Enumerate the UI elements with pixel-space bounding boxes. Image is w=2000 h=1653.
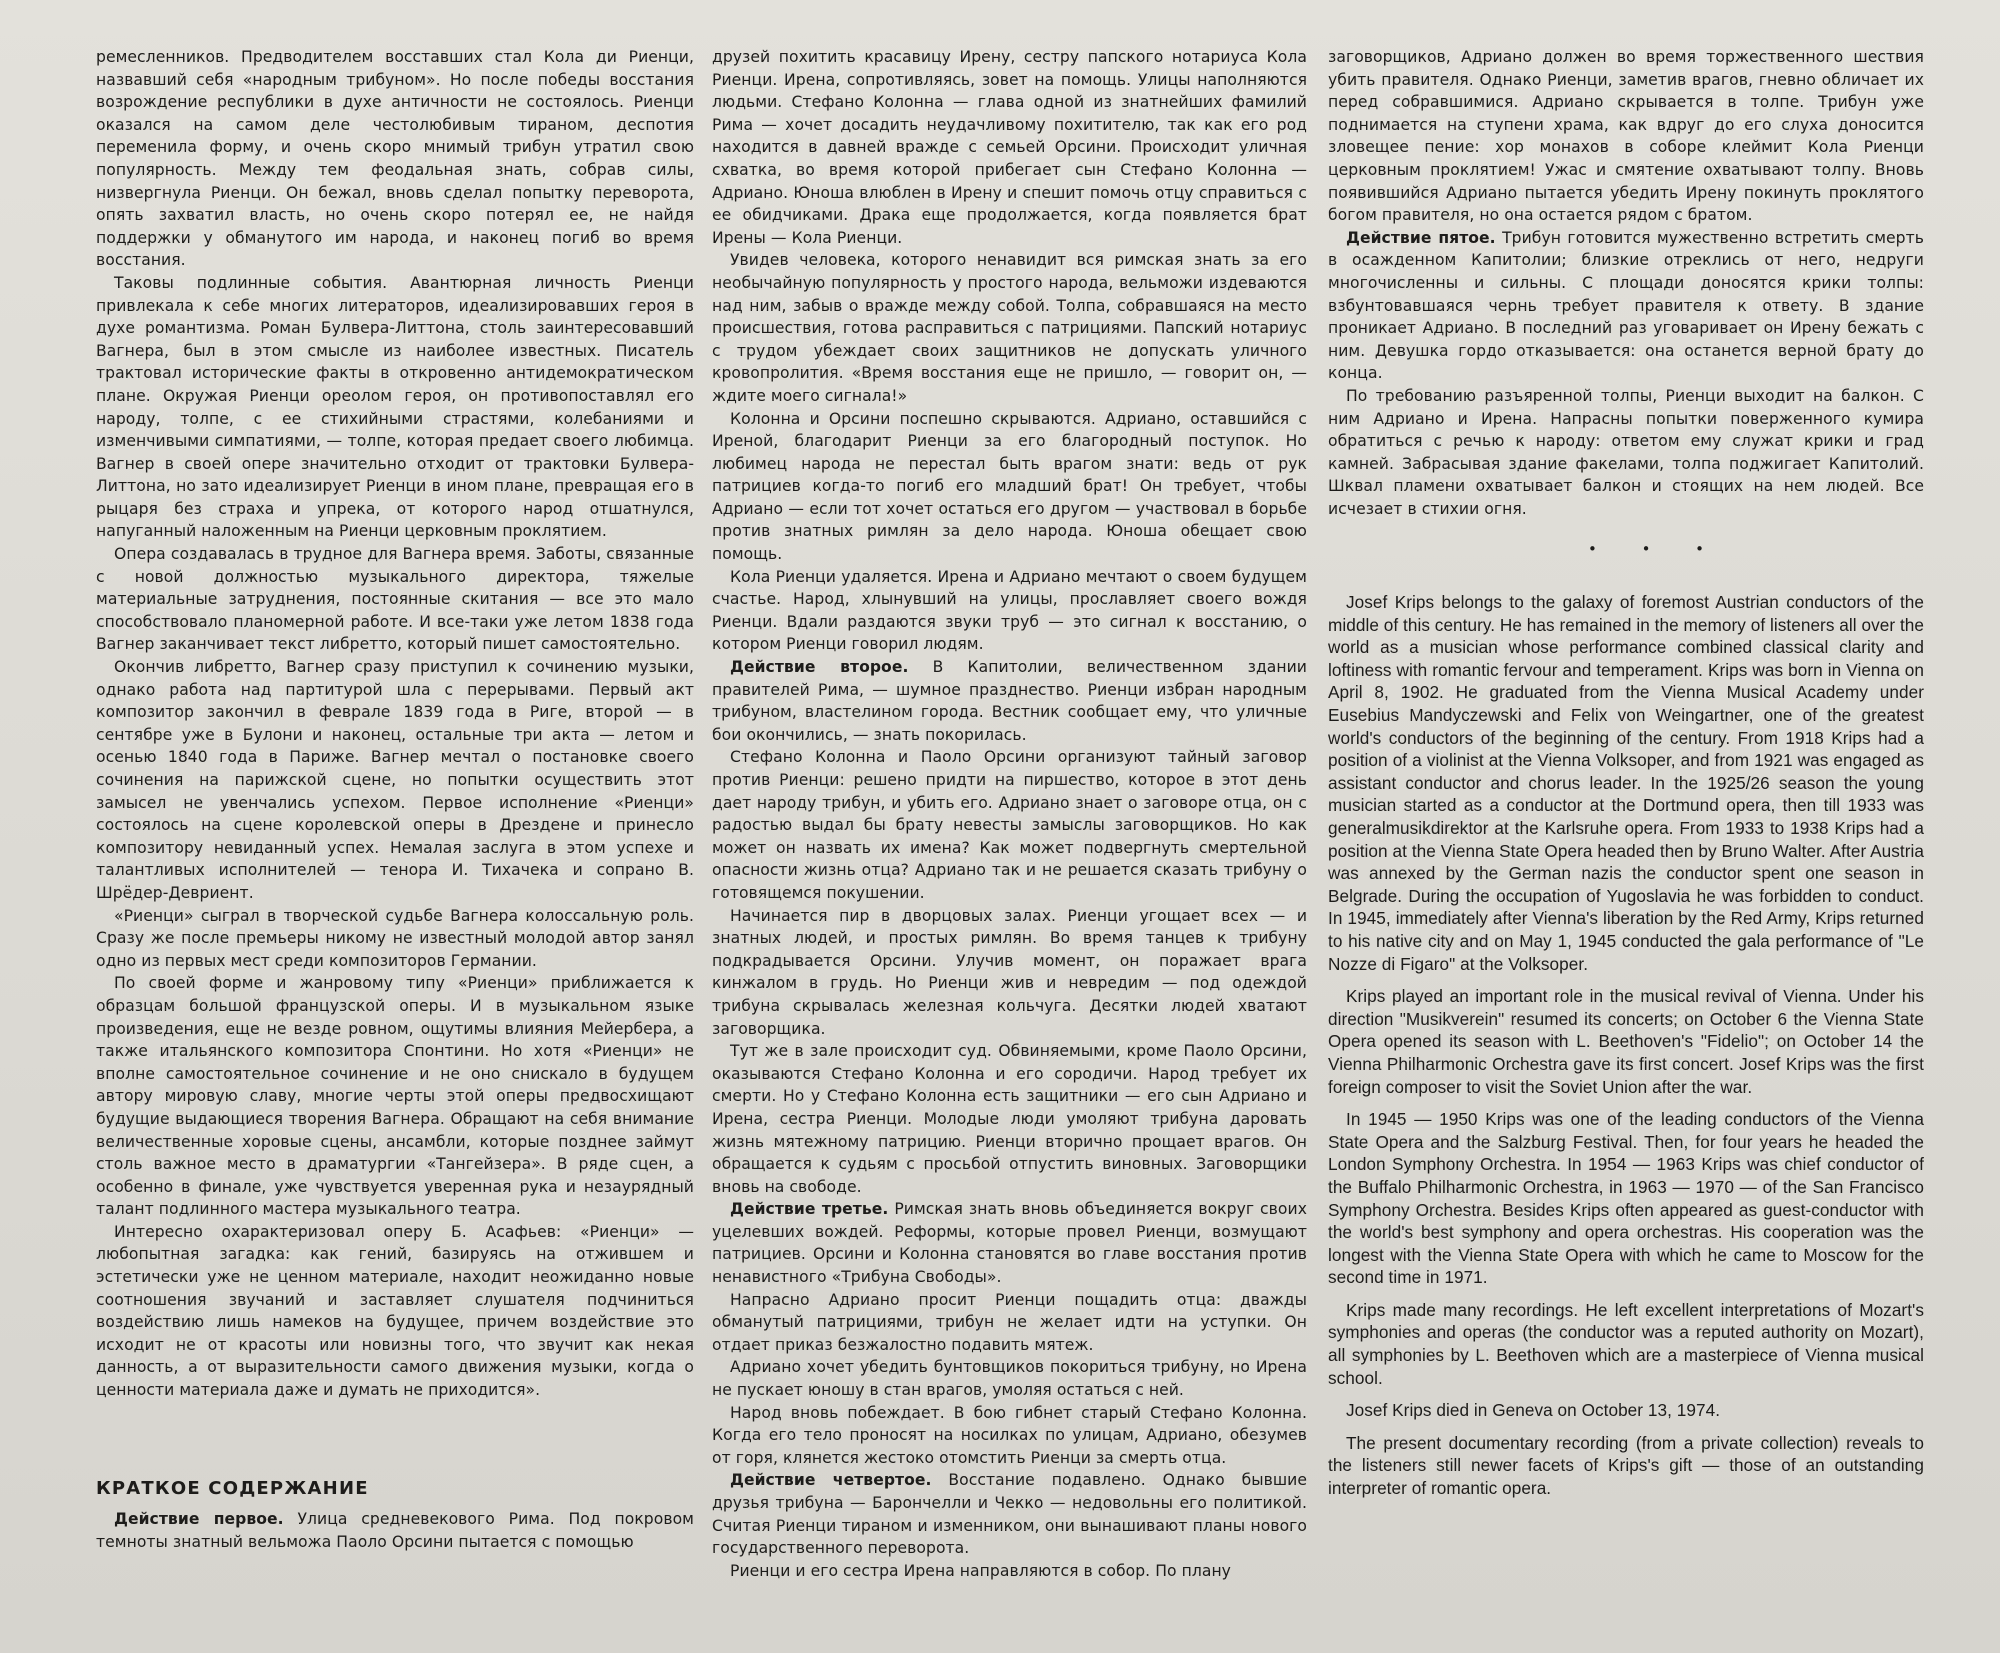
act-text: В Капитолии, величественном здании правителей Рима, — шумное празднество. Риенци избран народным трибуном, властелином города. Вестник сообщает ему, что уличные бои окончились, — знать покорилась.	[712, 658, 1307, 744]
paragraph: Увидев человека, которого ненавидит вся римская знать за его необычайную популярность у простого народа, вельможи издеваются над ним, забыв о вражде между собой. Толпа, собравшаяся на место происшествия, готова расправиться с патрициями. Папский нотариус с трудом убеждает своих защитников не допускать уличного кровопролития. «Время восстания еще не пришло, — говорит он, — ждите моего сигнала!»	[712, 251, 1307, 405]
act-two-paragraph	[712, 656, 1307, 746]
paragraph: Адриано хочет убедить бунтовщиков покориться трибуну, но Ирена не пускает юношу в стан врагов, умоляя остаться с ней.	[712, 1358, 1307, 1400]
paragraph: Стефано Колонна и Паоло Орсини организуют тайный заговор против Риенци: решено придти на пиршество, которое в этот день дает народу трибун, и убить его. Адриано знает о заговоре отца, он с радостью выдал бы брату невесты замыслы заговорщиков. Но как может он назвать их имена? Как может подвергнуть смертельной опасности жизнь отца? Адриано так и не решается сказать трибуну о готовящемся покушении.	[712, 748, 1307, 902]
english-notes	[1328, 591, 1924, 1500]
paragraph: Риенци и его сестра Ирена направляются в собор. По плану	[730, 1561, 1231, 1580]
summary-heading: КРАТКОЕ СОДЕРЖАНИЕ	[96, 1477, 369, 1499]
paragraph: Кола Риенци удаляется. Ирена и Адриано мечтают о своем будущем счастье. Народ, хлынувший на улицы, прославляет своего вождя Риенци. Вдали раздаются звуки труб — это сигнал к восстанию, о котором Риенци говорил людям.	[712, 567, 1307, 654]
act-text: Римская знать вновь объединяется вокруг своих уцелевших вождей. Реформы, которые провел Риенци, возмущают патрициев. Орсини и Колонна становятся во главе восстания против ненавистного «Трибуна Свободы».	[712, 1200, 1307, 1287]
paragraph: Таковы подлинные события. Авантюрная личность Риенци привлекала к себе многих литераторов, идеализировавших героя в духе романтизма. Роман Булвера-Литтона, столь заинтересовавший Вагнера, был в этом смысле из наиболее известных. Писатель трактовал исторические факты в откровенно антидемократическом плане. Окружая Риенци ореолом героя, он противопоставлял его народу, толпе, с ее стихийными страстями, колебаниями и изменчивыми симпатиями, — толпе, которая предает своего любимца. Вагнер в своей опере значительно отходит от трактовки Булвера-Литтона, но зато идеализирует Риенци в ином плане, превращая его в рыцаря без страха и упрека, от которого народ отшатнулся, напуганный наложенным на Риенци церковным проклятием.	[96, 273, 694, 541]
english-paragraph: Krips made many recordings. He left excellent interpretations of Mozart's symphonies and operas (the conductor was a reputed authority on Mozart), all symphonies by L. Beethoven which are a masterpiece of Vienna musical school.	[1328, 1299, 1924, 1388]
paragraph: Интересно охарактеризовал оперу Б. Асафьев: «Риенци» — любопытная загадка: как гений, базируясь на отжившем и эстетически уже не ценном материале, находит неожиданно новые соотношения звучаний и заставляет слушателя подчиниться воздействию лишь намеков на будущее, причем воздействие это исходит не от красоты или новизны того, что звучит как некая данность, а от выразительности самого движения музыки, когда о ценности материала даже и думать не приходится».	[96, 1222, 694, 1400]
act-label: Действие второе.	[730, 658, 909, 677]
act-four-paragraph	[712, 1469, 1307, 1559]
paragraph: Колонна и Орсини поспешно скрываются. Адриано, оставшийся с Иреной, благодарит Риенци за его благородный поступок. Но любимец народа не перестал быть врагом знати: ведь от рук патрициев когда-то погиб его младший брат! Он требует, чтобы Адриано — если тот хочет остаться его другом — участвовал в борьбе против знатных римлян за дело народа. Юноша обещает свою помощь.	[712, 409, 1307, 564]
paragraph: Народ вновь побеждает. В бою гибнет старый Стефано Колонна. Когда его тело проносят на носилках по улицам, Адриано, обезумев от горя, клянется жестоко отомстить Риенци за смерть отца.	[712, 1403, 1307, 1467]
act-text: Трибун готовится мужественно встретить смерть в осажденном Капитолии; близкие отреклись от него, недруги многочисленны и сильны. С площади доносятся крики толпы: взбунтовавшаяся чернь требует правителя к ответу. В здание проникает Адриано. В последний раз уговаривает он Ирену бежать с ним. Девушка гордо отказывается: она останется верной брату до конца.	[1328, 228, 1925, 383]
paragraph: Тут же в зале происходит суд. Обвиняемыми, кроме Паоло Орсини, оказываются Стефано Колонна и его сородичи. Народ требует их смерти. Но у Стефано Колонна есть защитники — его сын Адриано и Ирена, сестра Риенци. Молодые люди умоляют трибуна даровать жизнь мятежному патрицию. Риенци вторично прощает врагов. Он обращается к судьям с просьбой отпустить виновных. Заговорщики вновь на свободе.	[712, 1042, 1307, 1196]
middle-column	[712, 46, 1307, 1582]
paragraph: Окончив либретто, Вагнер сразу приступил к сочинению музыки, однако работа над партитурой шла с перерывами. Первый акт композитор закончил в феврале 1839 года в Риге, второй — в сентябре уже в Булони и наконец, остальные три акта — летом и осенью 1840 года в Париже. Вагнер мечтал о постановке своего сочинения на парижской сцене, но попытки осуществить этот замысел не увенчались успехом. Первое исполнение «Риенци» состоялось на сцене королевской оперы в Дрездене и принесло композитору невиданный успех. Немалая заслуга в этом успехе и талантливых исполнителей — тенора И. Тихачека и сопрано В. Шрёдер-Девриент.	[96, 658, 694, 902]
paragraph: По требованию разъяренной толпы, Риенци выходит на балкон. С ним Адриано и Ирена. Напрасны попытки поверженного кумира обратиться с речью к народу: ответом ему служат крики и град камней. Забрасывая здание факелами, толпа поджигает Капитолий. Шквал пламени охватывает балкон и стоящих на нем людей. Все исчезает в стихии огня.	[1328, 386, 1924, 518]
act-label: Действие пятое.	[1346, 228, 1496, 247]
paragraph: «Риенци» сыграл в творческой судьбе Вагнера колоссальную роль. Сразу же после премьеры никому не известный молодой автор занял одно из первых мест среди композиторов Германии.	[96, 906, 694, 970]
paragraph: заговорщиков, Адриано должен во время торжественного шествия убить правителя. Однако Риенци, заметив врагов, гневно обличает их перед собравшимися. Адриано скрывается в толпе. Трибун уже поднимается на ступени храма, как вдруг до его слуха доносится зловещее пение: хор монахов в соборе клеймит Кола Риенци церковным проклятием! Ужас и смятение охватывают толпу. Вновь появившийся Адриано пытается убедить Ирену покинуть проклятого богом правителя, но она остается рядом с братом.	[1328, 48, 1924, 225]
act-label: Действие первое.	[114, 1510, 284, 1529]
paragraph: По своей форме и жанровому типу «Риенци» приближается к образцам большой французской оперы. И в музыкальном языке произведения, еще не везде ровном, ощутимы влияния Мейербера, а также итальянского композитора Спонтини. Но хотя «Риенци» не вполне самостоятельное сочинение и не оно снискало в будущем автору мировую славу, многие черты этой оперы предвосхищают будущие выдающиеся творения Вагнера. Обращают на себя внимание величественные хоровые сцены, ансамбли, которые позднее займут столь важное место в драматургии «Тангейзера». В ряде сцен, а особенно в финале, уже чувствуется уверенная рука и незаурядный талант подлинного мастера музыкального театра.	[96, 974, 694, 1219]
paragraph: Опера создавалась в трудное для Вагнера время. Заботы, связанные с новой должностью музыкального директора, тяжелые материальные затруднения, постоянные скитания — все это мало способствовало планомерной работе. И все-таки уже летом 1838 года Вагнер заканчивает текст либретто, который пишет самостоятельно.	[96, 545, 694, 654]
paragraph: Напрасно Адриано просит Риенци пощадить отца: дважды обманутый патрициями, трибун не желает идти на уступки. Он отдает приказ безжалостно подавить мятеж.	[712, 1290, 1307, 1354]
paragraph: друзей похитить красавицу Ирену, сестру папского нотариуса Кола Риенци. Ирена, сопротивляясь, зовет на помощь. Улицы наполняются людьми. Стефано Колонна — глава одной из знатнейших фамилий Рима — хочет досадить неудачливому похитителю, так как его род находится в давней вражде с семьей Орсини. Происходит уличная схватка, во время которой прибегает сын Стефано Колонна — Адриано. Юноша влюблен в Ирену и спешит помочь отцу справиться с ее обидчиками. Драка еще продолжается, когда появляется брат Ирены — Кола Риенци.	[712, 48, 1307, 247]
act-label: Действие четвертое.	[730, 1471, 932, 1490]
right-column	[1328, 46, 1924, 1500]
english-paragraph: In 1945 — 1950 Krips was one of the leading conductors of the Vienna State Opera and the Salzburg Festival. Then, for four years he headed the London Symphony Orchestra. In 1954 — 1963 Krips was chief conductor of the Buffalo Philharmonic Orchestra, in 1963 — 1970 — of the San Francisco Symphony Orchestra. Besides Krips often appeared as guest-conductor with the world's best symphony and opera orchestras. His cooperation was the longest with the Vienna State Opera with which he came to Moscow for the second time in 1971.	[1328, 1109, 1924, 1288]
act-text: Восстание подавлено. Однако бывшие друзья трибуна — Барончелли и Чекко — недовольны его политикой. Считая Риенци тираном и изменником, они вынашивают планы нового государственного переворота.	[712, 1471, 1307, 1558]
paragraph: ремесленников. Предводителем восставших стал Кола ди Риенци, назвавший себя «народным трибуном». Но после победы восстания возрождение республики в духе античности не состоялось. Риенци оказался на самом деле честолюбивым тираном, деспотия переменила форму, и очень скоро мнимый трибун утратил свою популярность. Между тем феодальная знать, собрав силы, низвергнула Риенци. Он бежал, вновь сделал попытку переворота, опять захватил власть, но очень скоро потерял ее, не найдя поддержки у обманутого им народа, и наконец погиб во время восстания.	[96, 48, 694, 270]
act-one-paragraph	[96, 1508, 694, 1553]
english-paragraph: Josef Krips belongs to the galaxy of foremost Austrian conductors of the middle of this century. He has remained in the memory of listeners all over the world as a musician whose performance combined classical clarity and loftiness with romantic fervour and temperament. Krips was born in Vienna on April 8, 1902. He graduated from the Vienna Musical Academy under Eusebius Mandyczewski and Felix von Weingartner, one of the greatest world's conductors of the beginning of the century. From 1918 Krips had a position of a violinist at the Vienna Volksoper, and from 1921 was engaged as assistant conductor and chorus leader. In the 1925/26 season the young musician started as a conductor at the Dortmund opera, then till 1933 was generalmusikdirektor at the Karlsruhe opera. From 1933 to 1938 Krips had a position at the Vienna State Opera headed then by Bruno Walter. After Austria was annexed by the German nazis the conductor spent one season in Belgrade. During the occupation of Yugoslavia he was forbidden to conduct. In 1945, immediately after Vienna's liberation by the Red Army, Krips returned to his native city and on May 1, 1945 conducted the gala performance of "Le Nozze di Figaro" at the Volksoper.	[1328, 592, 1924, 974]
english-paragraph: Krips played an important role in the musical revival of Vienna. Under his direction "Musikverein" resumed its concerts; on October 6 the Vienna State Opera opened its season with L. Beethoven's "Fidelio"; on October 14 the Vienna Philharmonic Orchestra gave its first concert. Josef Krips was the first foreign composer to visit the Soviet Union after the war.	[1328, 986, 1924, 1097]
act-label: Действие третье.	[730, 1200, 889, 1219]
english-paragraph: The present documentary recording (from a private collection) reveals to the listeners still newer facets of Krips's gift — those of an outstanding interpreter of romantic opera.	[1328, 1432, 1924, 1499]
act-three-paragraph	[712, 1198, 1307, 1288]
section-divider: • • •	[1587, 540, 1725, 559]
left-column	[96, 46, 694, 1553]
act-five-paragraph	[1328, 227, 1924, 385]
paragraph: Начинается пир в дворцовых залах. Риенци угощает всех — и знатных людей, и простых римлян. Во время танцев к трибуну подкрадывается Орсини. Улучив момент, он поражает врага кинжалом в грудь. Но Риенци жив и невредим — под одеждой трибуна скрывалась железная кольчуга. Десятки людей хватают заговорщика.	[712, 906, 1307, 1038]
act-text: Улица средневекового Рима. Под покровом темноты знатный вельможа Паоло Орсини пытается с помощью	[96, 1510, 694, 1551]
english-paragraph: Josef Krips died in Geneva on October 13, 1974.	[1346, 1400, 1721, 1421]
